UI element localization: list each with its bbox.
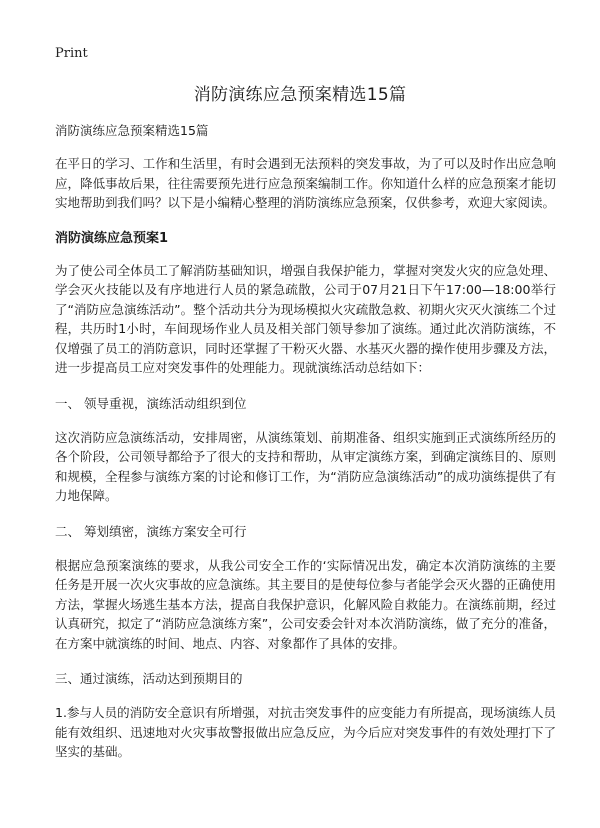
subheading-1: 一、 领导重视，演练活动组织到位 (55, 395, 247, 411)
paragraph-2: 根据应急预案演练的要求，从我公司安全工作的‘实际情况出发，确定本次消防演练的主要任务是开展一次火灾事故的应急演练。其主要目的是使每位参与者能学会灭火器的正确使用方法，掌握火场逃生基本方法，提高自我保护意识，化解风险自救能力。在演练前期，经过认真研究，拟定了“消防应急演练方案”，公司安委会针对本次消防演练，做了充分的准备，在方案中就演练的时间、地点、内容、对象都作了具体的安排。 (55, 557, 556, 651)
subheading-3: 三、通过演练，活动达到预期目的 (55, 671, 243, 686)
document-title: 消防演练应急预案精选15篇 (193, 85, 407, 105)
document-subtitle: 消防演练应急预案精选15篇 (55, 123, 209, 138)
intro-paragraph: 在平日的学习、工作和生活里，有时会遇到无法预料的突发事故，为了可以及时作出应急响应，降低事故后果，往往需要预先进行应急预案编制工作。你知道什么样的应急预案才能切实地帮助到我们吗？以下是小编精心整理的消防演练应急预案，仅供参考，欢迎大家阅读。 (55, 156, 556, 210)
section-intro-paragraph: 为了使公司全体员工了解消防基础知识，增强自我保护能力，掌握对突发火灾的应急处理、学会灭火技能以及有序地进行人员的紧急疏散，公司于07月21日下午17:00—18:00举行了“消防应急演练活动”。整个活动共分为现场模拟火灾疏散急救、初期火灾灭火演练二个过程，共历时1小时，车间现场作业人员及相关部门领导参加了演练。通过此次消防演练，不仅增强了员工的消防意识，同时还掌握了干粉灭火器、水基灭火器的操作使用步骤及方法，进一步提高员工应对突发事件的处理能力。现就演练活动总结如下： (55, 262, 556, 375)
section-heading: 消防演练应急预案1 (55, 230, 169, 246)
subheading-2: 二、 筹划缜密，演练方案安全可行 (55, 523, 247, 539)
paragraph-3: 1.参与人员的消防安全意识有所增强，对抗击突发事件的应变能力有所提高，现场演练人员能有效组织、迅速地对火灾事故警报做出应急反应，为今后应对突发事件的有效处理打下了坚实的基础。 (55, 705, 556, 759)
print-link[interactable]: Print (55, 46, 88, 61)
document-body (55, 121, 556, 778)
paragraph-1: 这次消防应急演练活动，安排周密，从演练策划、前期准备、组织实施到正式演练所经历的各个阶段，公司领导都给予了很大的支持和帮助，从审定演练方案，到确定演练目的、原则和规模，全程参与演练方案的讨论和修订工作，为“消防应急演练活动”的成功演练提供了有力地保障。 (55, 429, 556, 503)
